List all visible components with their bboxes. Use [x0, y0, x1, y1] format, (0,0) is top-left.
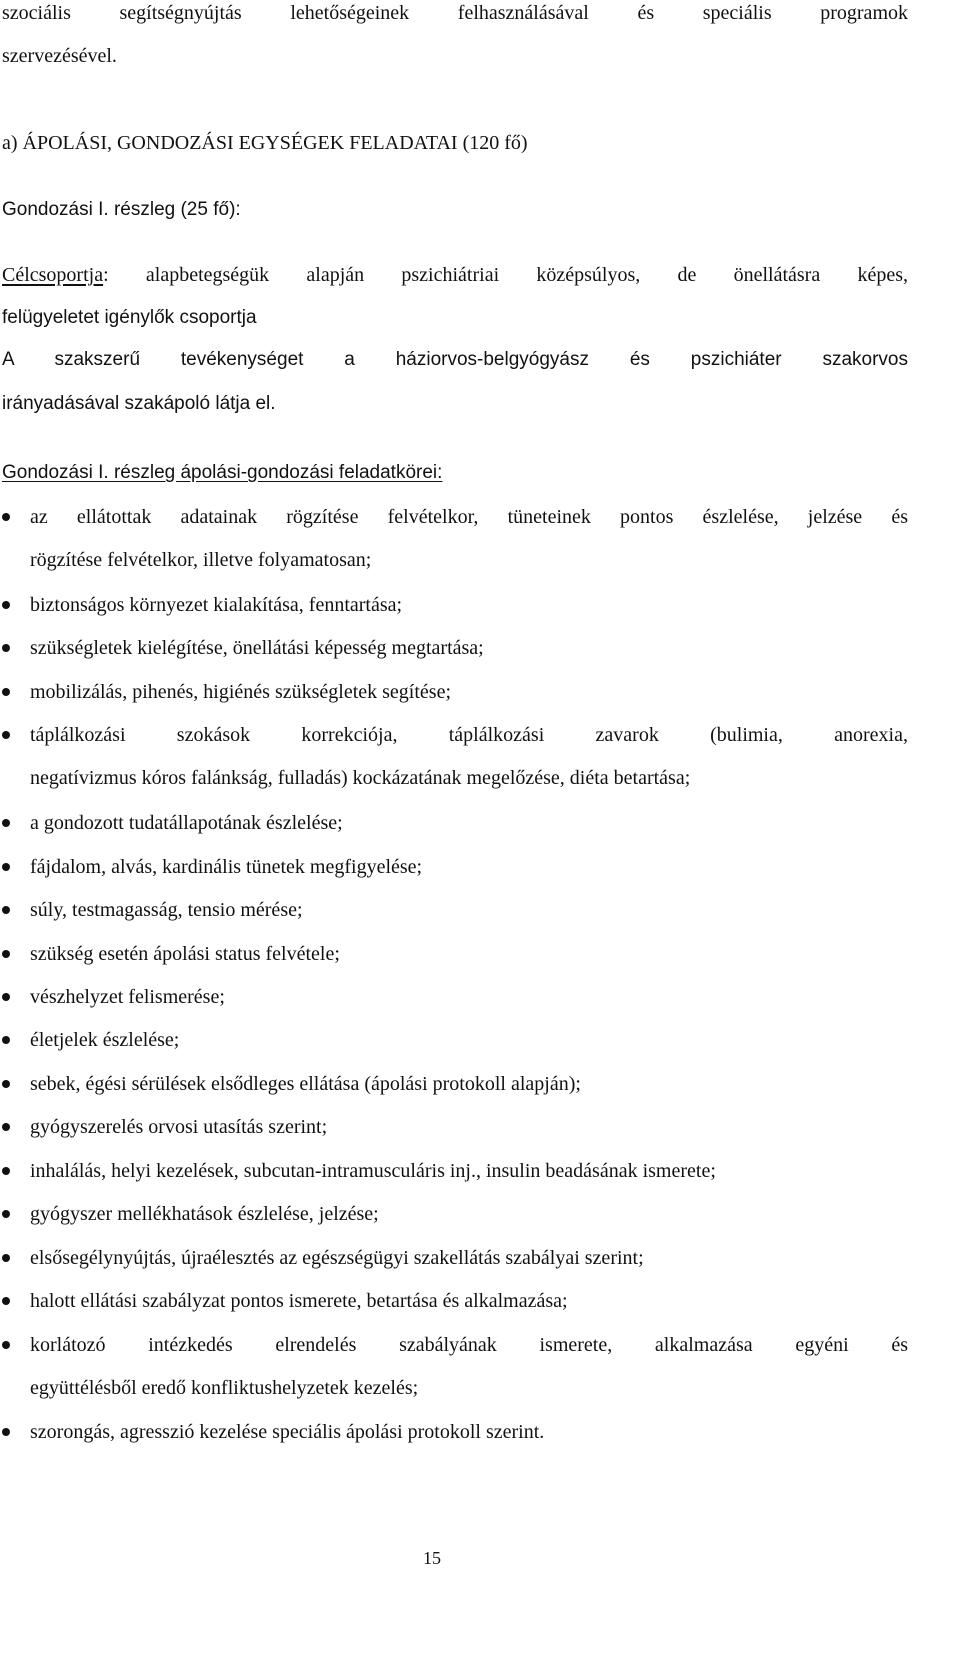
bullet-icon: [2, 1167, 10, 1175]
tasks-title: Gondozási I. részleg ápolási-gondozási feladatkörei:: [2, 462, 443, 483]
task-text: [30, 1115, 908, 1139]
task-text-line: gyógyszerelés orvosi utasítás szerint;: [30, 1116, 328, 1138]
bullet-icon: [2, 731, 10, 739]
task-text: [30, 1202, 908, 1226]
task-text: [30, 855, 908, 879]
task-text: [30, 723, 908, 790]
task-text-line: fájdalom, alvás, kardinális tünetek megfigyelése;: [30, 856, 423, 878]
bullet-icon: [2, 1428, 10, 1436]
task-text-line: az ellátottak adatainak rögzítése felvételkor, tüneteinek pontos észlelése, jelzése és: [30, 506, 908, 528]
task-text-line: inhalálás, helyi kezelések, subcutan-intramusculáris inj., insulin beadásának ismerete;: [30, 1160, 716, 1182]
bullet-icon: [2, 688, 10, 696]
task-text: [30, 680, 908, 704]
specialist-line-2: irányadásával szakápoló látja el.: [2, 393, 276, 414]
task-text-line: életjelek észlelése;: [30, 1029, 180, 1051]
task-text-line: mobilizálás, pihenés, higiénés szükségletek segítése;: [30, 681, 451, 703]
task-text: [30, 505, 908, 572]
task-text-line: rögzítése felvételkor, illetve folyamatosan;: [30, 549, 372, 571]
task-text: [30, 1289, 908, 1313]
bullet-icon: [2, 993, 10, 1001]
task-text-line: együttélésből eredő konfliktushelyzetek kezelés;: [30, 1377, 419, 1399]
task-text: [30, 1159, 908, 1183]
bullet-icon: [2, 1080, 10, 1088]
task-text: [30, 898, 908, 922]
bullet-icon: [2, 1297, 10, 1305]
task-text-line: szorongás, agresszió kezelése speciális ápolási protokoll szerint.: [30, 1421, 545, 1443]
intro-paragraph-line-2: szervezésével.: [2, 45, 117, 67]
bullet-icon: [2, 601, 10, 609]
task-text-line: korlátozó intézkedés elrendelés szabályának ismerete, alkalmazása egyéni és: [30, 1334, 908, 1356]
task-text-line: táplálkozási szokások korrekciója, táplálkozási zavarok (bulimia, anorexia,: [30, 724, 908, 746]
task-text-line: vészhelyzet felismerése;: [30, 986, 225, 1008]
task-text: [30, 942, 908, 966]
bullet-icon: [2, 513, 10, 521]
bullet-icon: [2, 863, 10, 871]
section-heading: a) ÁPOLÁSI, GONDOZÁSI EGYSÉGEK FELADATAI (120 fő): [2, 132, 528, 154]
group-title: Gondozási I. részleg (25 fő):: [2, 199, 241, 220]
task-text: [30, 593, 908, 617]
task-text: [30, 1028, 908, 1052]
task-text-line: gyógyszer mellékhatások észlelése, jelzése;: [30, 1203, 379, 1225]
bullet-icon: [2, 1254, 10, 1262]
target-group-line-1: [2, 263, 908, 287]
task-text: [30, 811, 908, 835]
specialist-line-1: A szakszerű tevékenységet a háziorvos-belgyógyász és pszichiáter szakorvos: [2, 349, 908, 370]
task-text-line: biztonságos környezet kialakítása, fenntartása;: [30, 594, 403, 616]
target-text: : alapbetegségük alapján pszichiátriai középsúlyos, de önellátásra képes,: [103, 264, 908, 286]
bullet-icon: [2, 906, 10, 914]
task-text: [30, 1333, 908, 1400]
bullet-icon: [2, 644, 10, 652]
task-text-line: szükségletek kielégítése, önellátási képesség megtartása;: [30, 637, 484, 659]
task-text-line: negatívizmus kóros falánkság, fulladás) kockázatának megelőzése, diéta betartása;: [30, 767, 691, 789]
task-text: [30, 1246, 908, 1270]
task-text-line: súly, testmagasság, tensio mérése;: [30, 899, 303, 921]
task-text-line: szükség esetén ápolási status felvétele;: [30, 943, 340, 965]
bullet-icon: [2, 950, 10, 958]
task-text-line: halott ellátási szabályzat pontos ismerete, betartása és alkalmazása;: [30, 1290, 568, 1312]
intro-paragraph-line-1: szociális segítségnyújtás lehetőségeinek felhasználásával és speciális programok: [2, 2, 908, 24]
bullet-icon: [2, 819, 10, 827]
target-group-line-2: felügyeletet igénylők csoportja: [2, 307, 257, 328]
bullet-icon: [2, 1210, 10, 1218]
task-text-line: sebek, égési sérülések elsődleges ellátása (ápolási protokoll alapján);: [30, 1073, 581, 1095]
task-text: [30, 1420, 908, 1444]
task-text-line: a gondozott tudatállapotának észlelése;: [30, 812, 343, 834]
task-text: [30, 636, 908, 660]
task-text: [30, 1072, 908, 1096]
bullet-icon: [2, 1036, 10, 1044]
bullet-icon: [2, 1341, 10, 1349]
page-number: 15: [423, 1548, 441, 1568]
task-text-line: elsősegélynyújtás, újraélesztés az egészségügyi szakellátás szabályai szerint;: [30, 1247, 644, 1269]
target-label: Célcsoportja: [2, 264, 104, 286]
task-text: [30, 985, 908, 1009]
bullet-icon: [2, 1123, 10, 1131]
